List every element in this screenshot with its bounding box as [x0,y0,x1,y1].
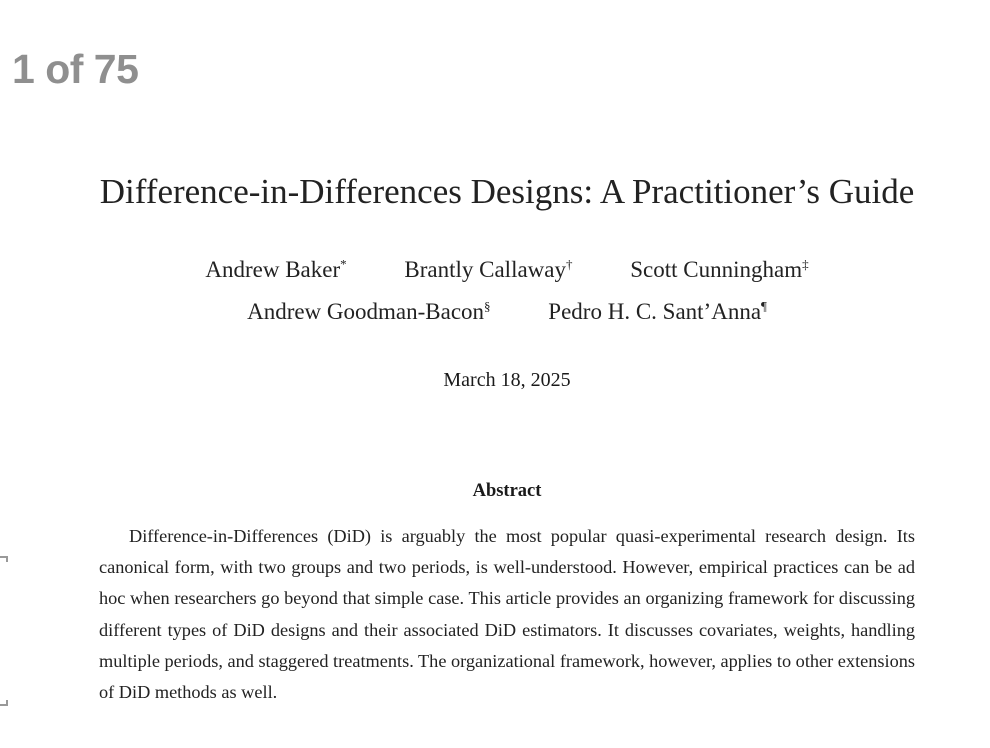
page-edge-mark [0,556,8,562]
authors-line-2 [0,298,990,325]
abstract-heading: Abstract [472,481,542,501]
abstract-text: Difference-in-Differences (DiD) is arguably the most popular quasi-experimental research design. Its canonical form, with two groups and two periods, is well-understood. However, empirical practices can be ad hoc when researchers go beyond that simple case. This article provides an organizing framework for discussing different types of DiD designs and their associated DiD estimators. It discusses covariates, weights, handling multiple periods, and staggered treatments. The organizational framework, however, applies to other extensions of DiD methods as well. [99,526,915,703]
paper-date: March 18, 2025 [443,369,571,391]
author: Andrew Goodman-Bacon§ [247,298,491,324]
paper-title: Difference-in-Differences Designs: A Practitioner’s Guide [99,172,915,211]
page-indicator: 1 of 75 [12,46,139,92]
author: Scott Cunningham‡ [630,256,809,282]
authors-line-1 [0,256,990,283]
author: Pedro H. C. Sant’Anna¶ [548,298,767,324]
page-edge-mark [0,700,8,706]
author: Brantly Callaway† [404,256,573,282]
author: Andrew Baker* [205,256,347,282]
